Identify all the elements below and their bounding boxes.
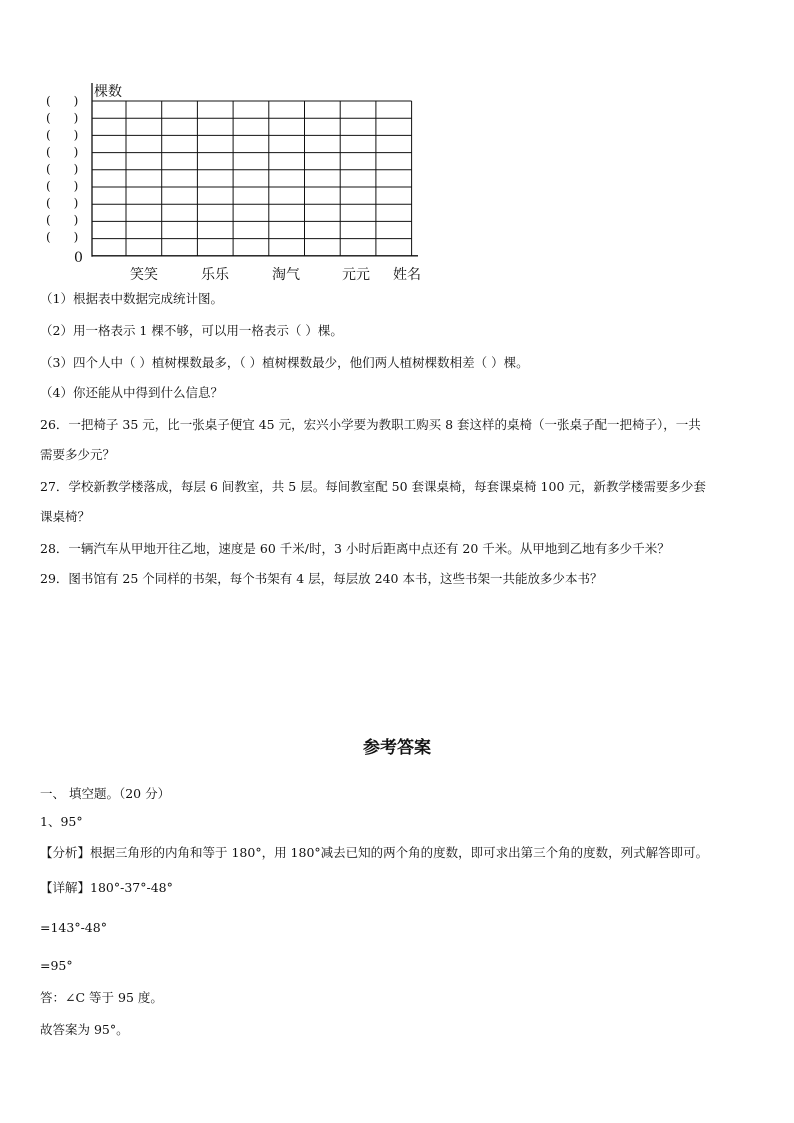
answer-sentence: 答：∠C 等于 95 度。 — [40, 990, 163, 1005]
section-heading: 一、 填空题。（20 分） — [40, 786, 171, 801]
scale-blank: ( ) — [46, 145, 79, 159]
category-label-0: 笑笑 — [130, 267, 158, 283]
question-27-line1: 27．学校新教学楼落成，每层 6 间教室，共 5 层。每间教室配 50 套课桌椅，每套课桌椅 100 元，新教学楼需要多少套 — [40, 479, 706, 494]
zero-label: 0 — [74, 250, 83, 266]
scale-blank: ( ) — [46, 111, 79, 125]
category-label-3: 元元 — [342, 267, 370, 283]
question-3: （3）四个人中（ ）植树棵数最多，（ ）植树棵数最少，他们两人植树棵数相差（ ）棵。 — [40, 355, 529, 370]
question-26-line2: 需要多少元？ — [40, 447, 116, 462]
scale-blank: ( ) — [46, 213, 79, 227]
question-4: （4）你还能从中得到什么信息？ — [40, 385, 223, 400]
question-1: （1）根据表中数据完成统计图。 — [40, 291, 223, 306]
scale-blank: ( ) — [46, 94, 79, 108]
scale-blank: ( ) — [46, 179, 79, 193]
detail-text: 【详解】180°-37°-48° — [40, 880, 173, 895]
answer-1: 1、95° — [40, 814, 83, 829]
question-29: 29．图书馆有 25 个同样的书架，每个书架有 4 层，每层放 240 本书，这些书架一共能放多少本书？ — [40, 571, 603, 586]
calc-step-2: =95° — [40, 958, 73, 973]
scale-blank: ( ) — [46, 230, 79, 244]
category-label-1: 乐乐 — [201, 267, 229, 283]
question-27-line2: 课桌椅？ — [40, 509, 91, 524]
calc-step-1: =143°-48° — [40, 920, 107, 935]
chart-svg — [40, 78, 440, 288]
scale-blank: ( ) — [46, 196, 79, 210]
x-axis-label: 姓名 — [393, 267, 421, 283]
final-answer: 故答案为 95°。 — [40, 1022, 129, 1037]
scale-blank: ( ) — [46, 128, 79, 142]
question-2: （2）用一格表示 1 棵不够，可以用一格表示（ ）棵。 — [40, 323, 343, 338]
question-26-line1: 26．一把椅子 35 元，比一张桌子便宜 45 元，宏兴小学要为教职工购买 8 套这样的桌椅（一张桌子配一把椅子），一共 — [40, 417, 701, 432]
analysis-text: 【分析】根据三角形的内角和等于 180°，用 180°减去已知的两个角的度数，即可求出第三个角的度数，列式解答即可。 — [40, 845, 709, 860]
question-28: 28．一辆汽车从甲地开往乙地，速度是 60 千米/时，3 小时后距离中点还有 20 千米。从甲地到乙地有多少千米？ — [40, 541, 670, 556]
category-label-2: 淘气 — [272, 267, 300, 283]
scale-blank: ( ) — [46, 162, 79, 176]
y-axis-label: 棵数 — [94, 84, 122, 100]
answers-title: 参考答案 — [363, 738, 431, 758]
bar-chart-grid — [40, 78, 440, 288]
